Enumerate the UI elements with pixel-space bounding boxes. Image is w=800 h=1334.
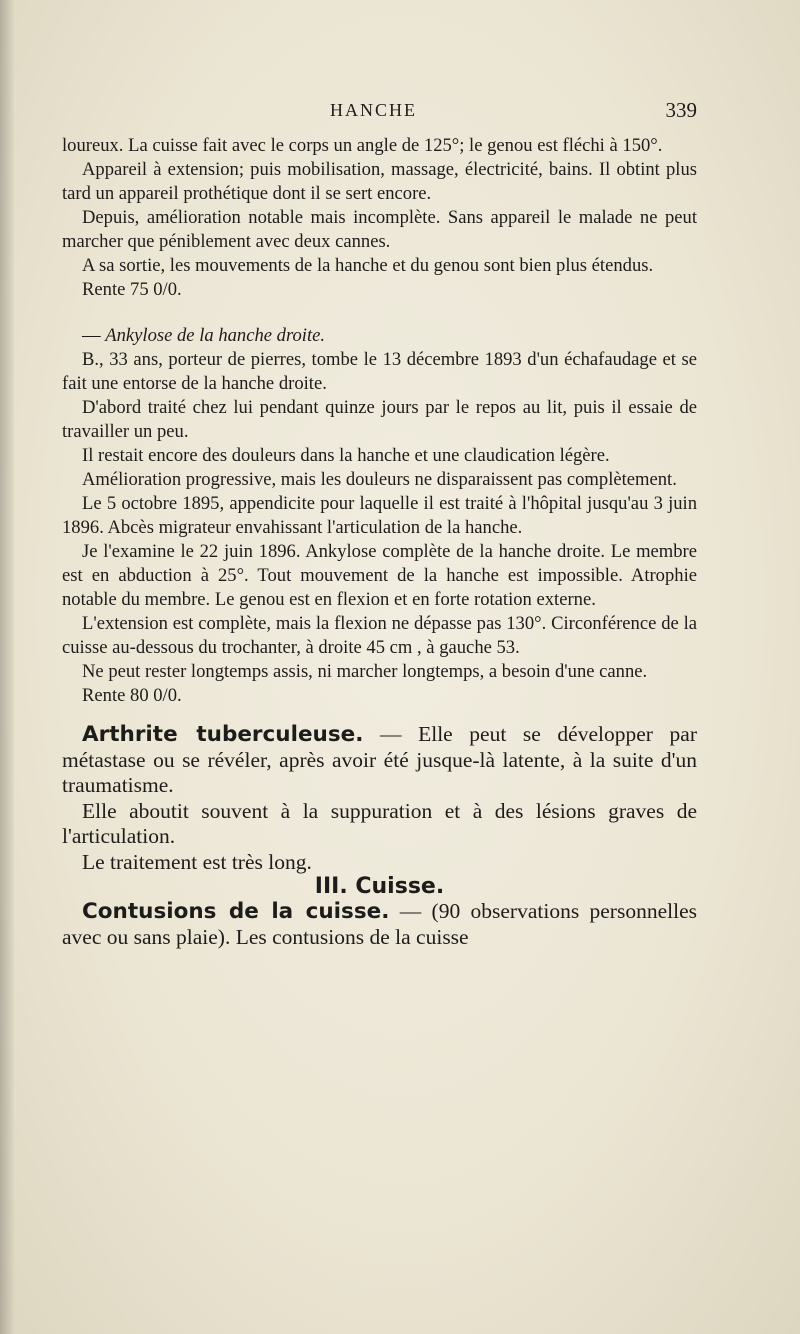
paragraph: B., 33 ans, porteur de pierres, tombe le 13 décembre 1893 d'un échafaudage et se fait une entorse de la hanche droite. (62, 349, 697, 394)
paragraph: Rente 75 0/0. (82, 279, 182, 300)
section-title: III. Cuisse. (314, 874, 445, 899)
run-in-heading: Contusions de la cuisse. (82, 899, 390, 924)
paragraph: Elle aboutit souvent à la suppuration et à des lésions graves de l'articulation. (62, 798, 697, 848)
paragraph-text: — Elle peut se développer par métastase ou se révéler, après avoir été jusque-là latente, à la suite d'un traumatisme. (62, 722, 697, 797)
paragraph: Rente 80 0/0. (82, 685, 182, 706)
paragraph: Amélioration progressive, mais les douleurs ne disparaissent pas complètement. (82, 469, 677, 490)
case-heading (62, 324, 697, 348)
paragraph: Le traitement est très long. (82, 849, 312, 874)
running-title: HANCHE (330, 100, 417, 120)
page-header (62, 100, 697, 126)
paragraph-continuation: loureux. La cuisse fait avec le corps un angle de 125°; le genou est fléchi à 150°. (62, 135, 663, 156)
case-dash: — (82, 325, 106, 346)
paragraph: Il restait encore des douleurs dans la hanche et une claudication légère. (82, 445, 610, 466)
page-number: 339 (665, 98, 697, 122)
paragraph-text: — (90 observations personnelles avec ou sans plaie). Les contusions de la cuisse (62, 899, 697, 949)
paragraph: D'abord traité chez lui pendant quinze jours par le repos au lit, puis il essaie de travailler un peu. (62, 397, 697, 442)
page-body (62, 134, 697, 950)
page-edge-shadow (0, 0, 14, 1334)
case-title: Ankylose de la hanche droite. (105, 325, 326, 346)
paragraph-contusions (62, 899, 697, 950)
paragraph: A sa sortie, les mouvements de la hanche et du genou sont bien plus étendus. (82, 255, 654, 276)
paragraph: Ne peut rester longtemps assis, ni marcher longtemps, a besoin d'une canne. (82, 661, 648, 682)
spacer (62, 708, 697, 722)
paragraph-arthrite (62, 722, 697, 799)
paragraph: L'extension est complète, mais la flexion ne dépasse pas 130°. Circonférence de la cuisse au-dessous du trochanter, à droite 45 cm , à gauche 53. (62, 613, 697, 658)
paragraph: Je l'examine le 22 juin 1896. Ankylose complète de la hanche droite. Le membre est en abduction à 25°. Tout mouvement de la hanche est impossible. Atrophie notable du membre. Le genou est en flexion et en forte rotation externe. (62, 541, 697, 610)
paragraph: Depuis, amélioration notable mais incomplète. Sans appareil le malade ne peut marcher que péniblement avec deux cannes. (62, 207, 697, 252)
paragraph: Le 5 octobre 1895, appendicite pour laquelle il est traité à l'hôpital jusqu'au 3 juin 1896. Abcès migrateur envahissant l'articulation de la hanche. (62, 493, 697, 538)
run-in-heading: Arthrite tuberculeuse. (82, 722, 364, 747)
spacer (62, 302, 697, 324)
paragraph: Appareil à extension; puis mobilisation, massage, électricité, bains. Il obtint plus tard un appareil prothétique dont il se sert encore. (62, 159, 697, 204)
